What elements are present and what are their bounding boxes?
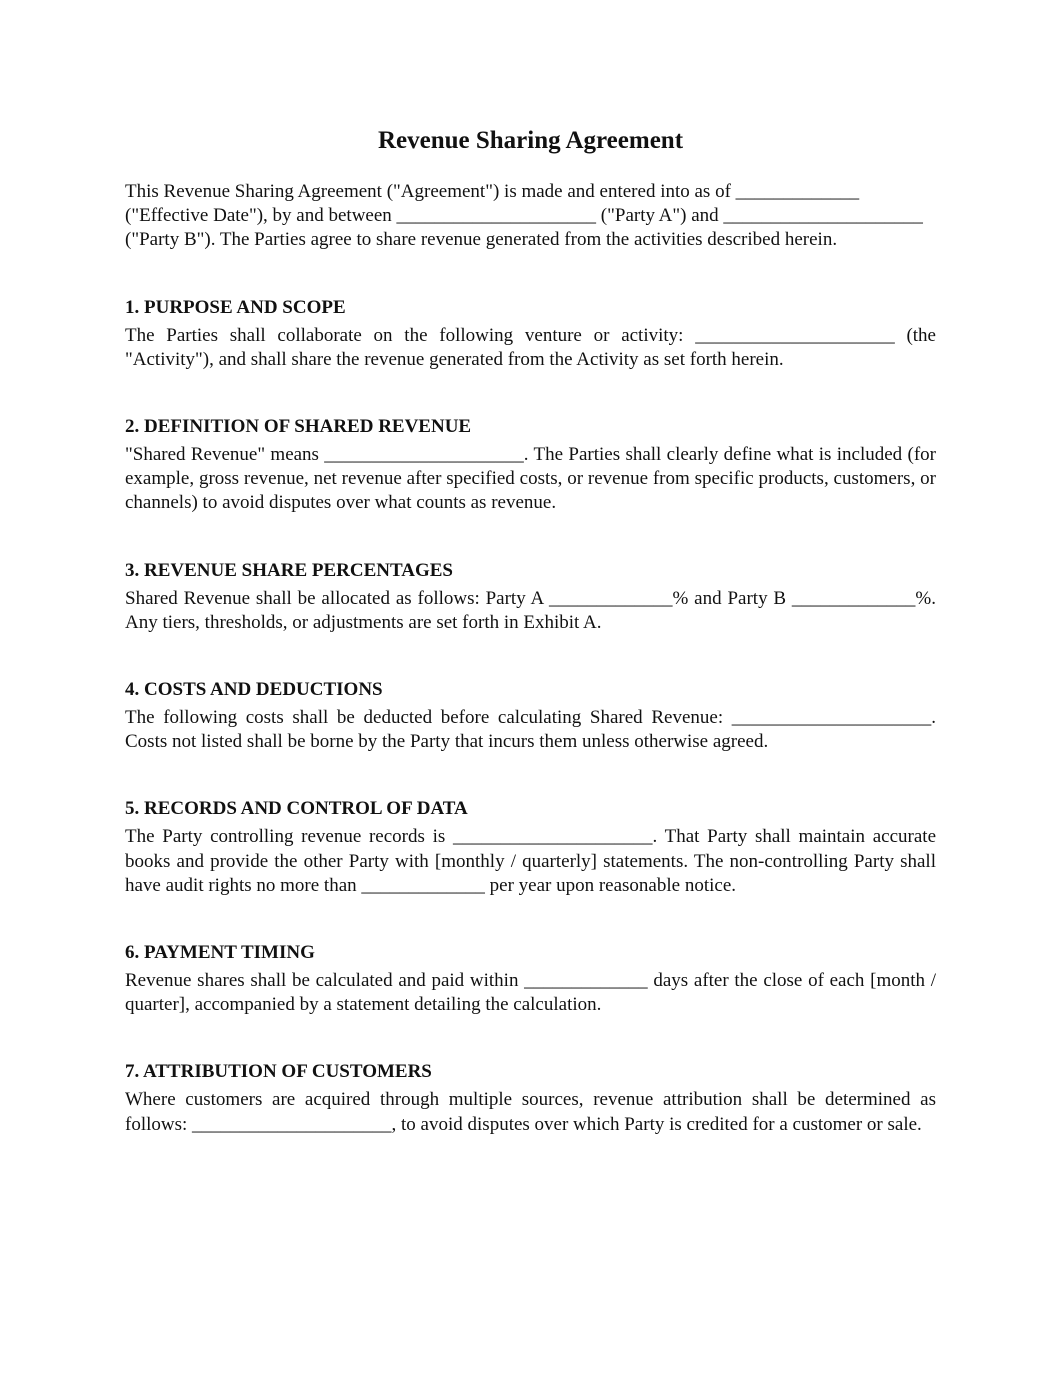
section-costs-and-deductions (125, 678, 936, 754)
intro-paragraph: This Revenue Sharing Agreement ("Agreement") is made and entered into as of _____________ ("Effective Date"), by and between _____________________ ("Party A") and _____________________ ("Party B"). The Parties agree to share revenue generated from the activities described herein. (125, 181, 923, 251)
section-purpose-and-scope (125, 296, 936, 372)
section-records-and-control-of-data (125, 797, 936, 898)
section-body: The following costs shall be deducted before calculating Shared Revenue: _____________________. Costs not listed shall be borne by the Party that incurs them unless otherwise agreed. (125, 707, 936, 753)
section-heading: 6. PAYMENT TIMING (125, 942, 315, 964)
section-body: The Party controlling revenue records is _____________________. That Party shall maintain accurate books and provide the other Party with [monthly / quarterly] statements. The non-controlling Party shall have audit rights no more than _____________ per year upon reasonable notice. (125, 826, 936, 896)
section-body: "Shared Revenue" means _____________________. The Parties shall clearly define what is included (for example, gross revenue, net revenue after specified costs, or revenue from specific products, customers, or channels) to avoid disputes over what counts as revenue. (125, 444, 936, 514)
section-heading: 4. COSTS AND DEDUCTIONS (125, 679, 383, 701)
section-attribution-of-customers (125, 1060, 936, 1136)
section-heading: 7. ATTRIBUTION OF CUSTOMERS (125, 1061, 432, 1083)
section-body: The Parties shall collaborate on the following venture or activity: _____________________ (the "Activity"), and shall share the revenue generated from the Activity as set forth herein. (125, 324, 936, 370)
section-heading: 3. REVENUE SHARE PERCENTAGES (125, 559, 453, 581)
section-body: Revenue shares shall be calculated and paid within _____________ days after the close of each [month / quarter], accompanied by a statement detailing the calculation. (125, 970, 936, 1016)
section-definition-of-shared-revenue (125, 415, 936, 516)
section-payment-timing (125, 941, 936, 1017)
section-body: Where customers are acquired through multiple sources, revenue attribution shall be determined as follows: _____________________, to avoid disputes over which Party is credited for a customer or sale. (125, 1089, 936, 1135)
document-title: Revenue Sharing Agreement (377, 127, 684, 154)
section-body: Shared Revenue shall be allocated as follows: Party A _____________% and Party B _____________%. Any tiers, thresholds, or adjustments are set forth in Exhibit A. (125, 587, 936, 633)
section-heading: 2. DEFINITION OF SHARED REVENUE (125, 416, 472, 438)
section-revenue-share-percentages (125, 559, 936, 635)
section-heading: 5. RECORDS AND CONTROL OF DATA (125, 798, 468, 820)
section-heading: 1. PURPOSE AND SCOPE (125, 296, 346, 318)
